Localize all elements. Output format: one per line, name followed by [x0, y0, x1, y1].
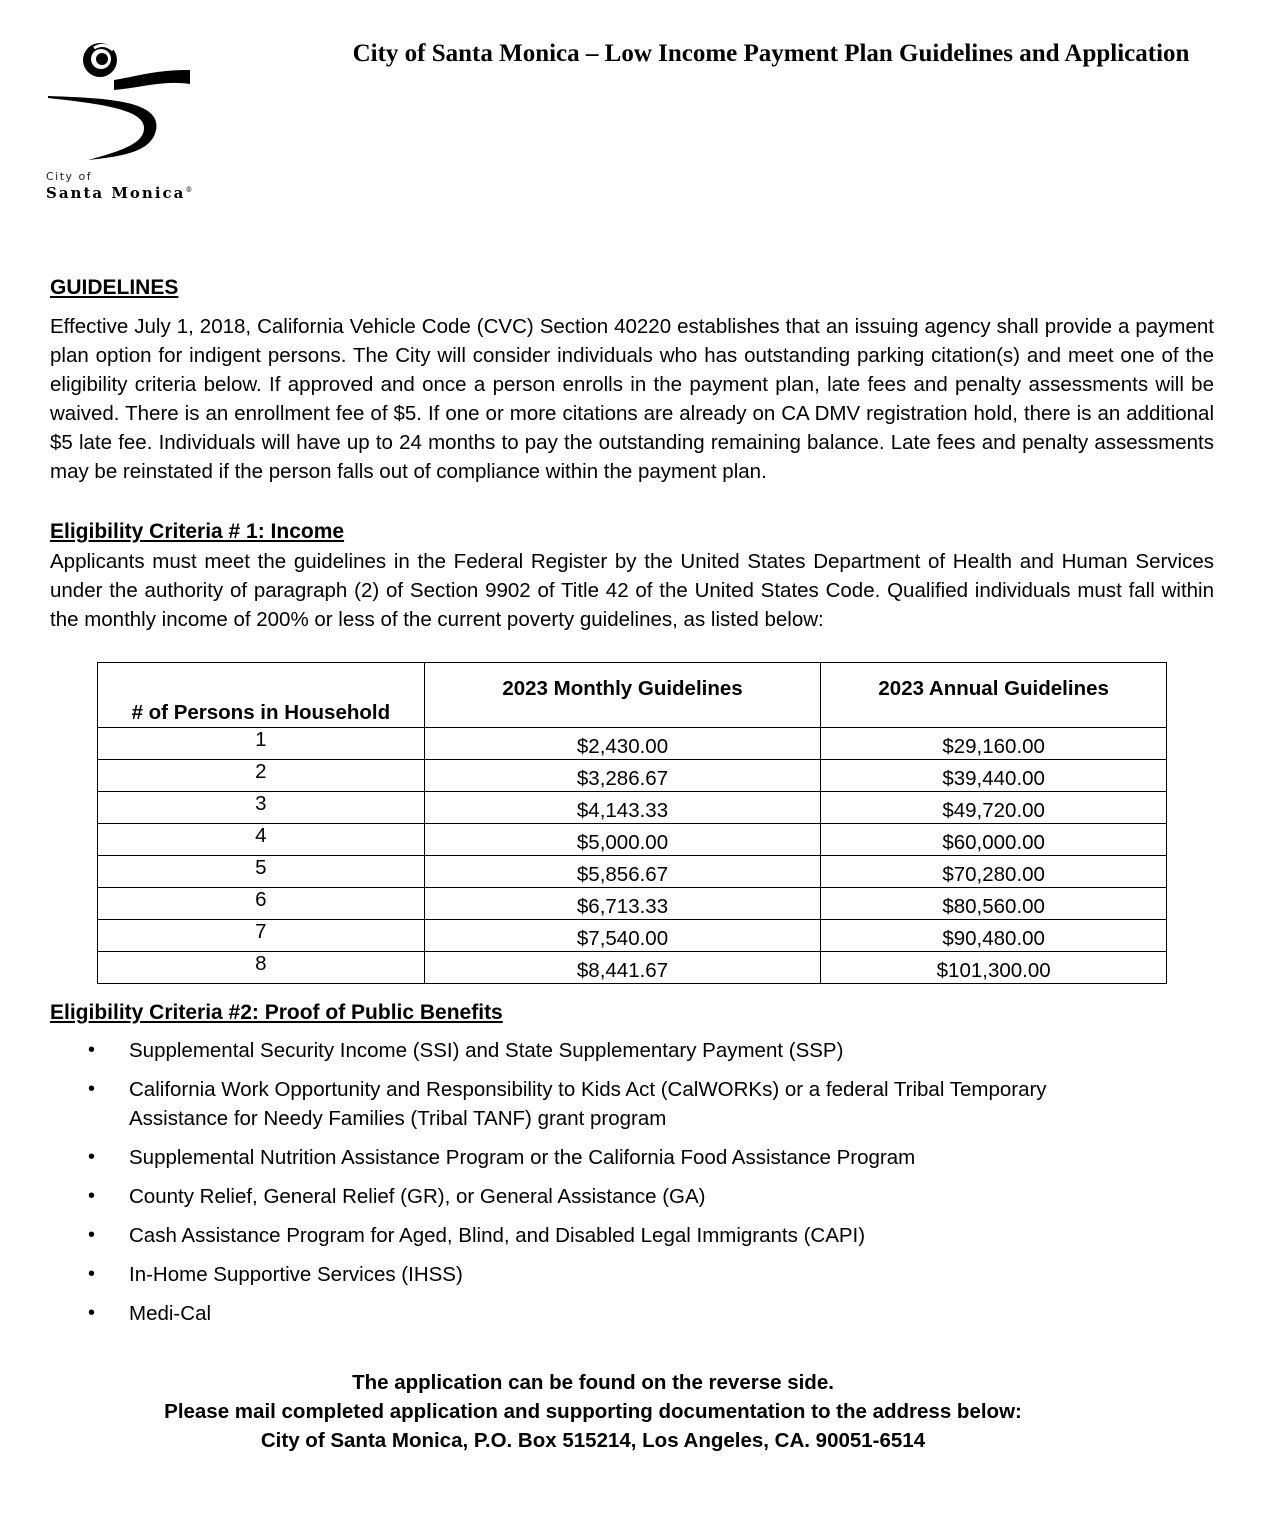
annual-value: $39,440.00 — [821, 760, 1167, 792]
monthly-value: $4,143.33 — [424, 792, 821, 824]
list-item: • California Work Opportunity and Responsibility to Kids Act (CalWORKs) or a federal Tribal Temporary Assistance for Needy Families (Tribal TANF) grant program — [0, 1075, 1129, 1133]
list-item: • Cash Assistance Program for Aged, Blind, and Disabled Legal Immigrants (CAPI) — [0, 1221, 1129, 1250]
list-item: • County Relief, General Relief (GR), or General Assistance (GA) — [0, 1182, 1129, 1211]
monthly-value: $2,430.00 — [424, 728, 821, 760]
table-row — [98, 920, 1167, 952]
household-size: 6 — [98, 888, 425, 920]
household-size: 3 — [98, 792, 425, 824]
guidelines-paragraph: Effective July 1, 2018, California Vehicle Code (CVC) Section 40220 establishes that an issuing agency shall provide a payment plan option for indigent persons. The City will consider individuals who has outstanding parking citation(s) and meet one of the eligibility criteria below. If approved and once a person enrolls in the payment plan, late fees and penalty assessments will be waived. There is an enrollment fee of $5. If one or more citations are already on CA DMV registration hold, there is an additional $5 late fee. Individuals will have up to 24 months to pay the outstanding remaining balance. Late fees and penalty assessments may be reinstated if the person falls out of compliance within the payment plan. — [50, 315, 1214, 483]
monthly-value: $6,713.33 — [424, 888, 821, 920]
household-size: 5 — [98, 856, 425, 888]
table-row — [98, 728, 1167, 760]
monthly-value: $3,286.67 — [424, 760, 821, 792]
household-size: 2 — [98, 760, 425, 792]
table-row — [98, 856, 1167, 888]
annual-value: $49,720.00 — [821, 792, 1167, 824]
list-item: • Medi-Cal — [0, 1299, 1129, 1328]
city-logo — [44, 38, 204, 208]
list-item: • Supplemental Nutrition Assistance Program or the California Food Assistance Program — [0, 1143, 1129, 1172]
criteria2-heading: Eligibility Criteria #2: Proof of Public Benefits — [50, 1001, 503, 1024]
household-size: 7 — [98, 920, 425, 952]
poverty-guidelines-table — [97, 662, 1167, 984]
annual-value: $60,000.00 — [821, 824, 1167, 856]
registered-mark: ® — [185, 186, 193, 194]
santa-monica-logo-mark-icon — [44, 38, 204, 168]
monthly-value: $8,441.67 — [424, 952, 821, 984]
annual-value: $90,480.00 — [821, 920, 1167, 952]
monthly-value: $7,540.00 — [424, 920, 821, 952]
guidelines-heading: GUIDELINES — [50, 276, 179, 299]
footer-line-reverse-side: The application can be found on the reverse side. — [352, 1371, 834, 1394]
household-size: 1 — [98, 728, 425, 760]
annual-value: $80,560.00 — [821, 888, 1167, 920]
logo-name: Santa Monica — [46, 184, 186, 202]
monthly-value: $5,856.67 — [424, 856, 821, 888]
table-row — [98, 888, 1167, 920]
annual-value: $70,280.00 — [821, 856, 1167, 888]
footer-line-mail-instructions: Please mail completed application and supporting documentation to the address below: — [164, 1400, 1022, 1423]
logo-santa-monica-text — [46, 184, 192, 202]
list-item: • Supplemental Security Income (SSI) and State Supplementary Payment (SSP) — [0, 1036, 1129, 1065]
household-size: 4 — [98, 824, 425, 856]
monthly-value: $5,000.00 — [424, 824, 821, 856]
list-item: • In-Home Supportive Services (IHSS) — [0, 1260, 1129, 1289]
table-row — [98, 760, 1167, 792]
criteria1-paragraph: Applicants must meet the guidelines in the Federal Register by the United States Department of Health and Human Services under the authority of paragraph (2) of Section 9902 of Title 42 of the United States Code. Qualified individuals must fall within the monthly income of 200% or less of the current poverty guidelines, as listed below: — [50, 550, 1214, 631]
table-row — [98, 824, 1167, 856]
table-row — [98, 792, 1167, 824]
table-header-row — [98, 663, 1167, 728]
footer-line-address: City of Santa Monica, P.O. Box 515214, Los Angeles, CA. 90051-6514 — [260, 1429, 926, 1452]
mailing-instructions — [0, 1368, 1186, 1455]
criteria1-heading: Eligibility Criteria # 1: Income — [50, 520, 345, 543]
document-title: City of Santa Monica – Low Income Payment Plan Guidelines and Application — [352, 40, 1190, 67]
annual-value: $29,160.00 — [821, 728, 1167, 760]
header-monthly: 2023 Monthly Guidelines — [424, 663, 821, 728]
household-size: 8 — [98, 952, 425, 984]
public-benefits-list — [0, 1036, 1129, 1338]
table-row — [98, 952, 1167, 984]
header-annual: 2023 Annual Guidelines — [821, 663, 1167, 728]
annual-value: $101,300.00 — [821, 952, 1167, 984]
header-household: # of Persons in Household — [98, 663, 425, 728]
logo-city-of-text: City of — [46, 170, 93, 183]
